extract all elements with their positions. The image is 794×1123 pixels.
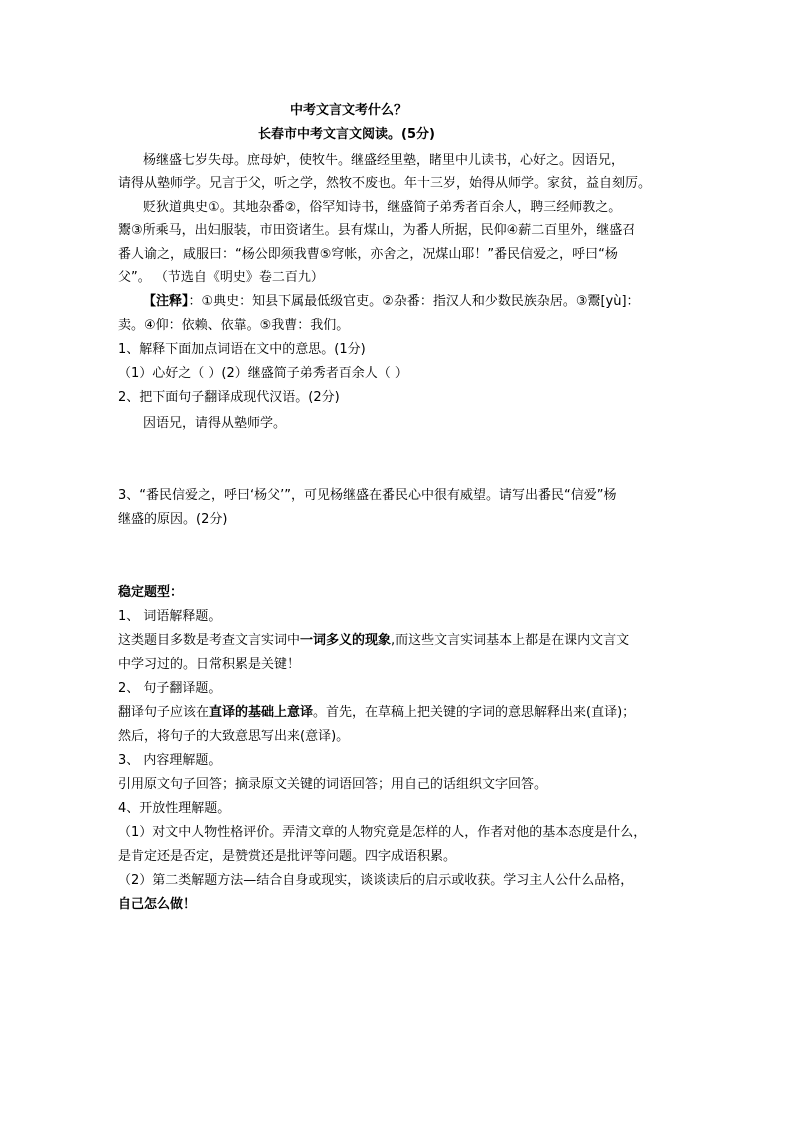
type-1-text: 中学习过的。日常积累是关键！ xyxy=(118,657,301,672)
question-2: 2、把下面句子翻译成现代汉语。(2分) xyxy=(118,390,340,405)
question-3: 3、“番民信爱之，呼曰‘杨父’”，可见杨继盛在番民心中很有威望。请写出番民“信爱”杨 xyxy=(118,488,617,503)
type-1-title: 1、 词语解释题。 xyxy=(118,609,222,624)
type-3-text: 引用原文句子回答；摘录原文关键的词语回答；用自己的话组织文字回答。 xyxy=(118,777,548,792)
page-subtitle: 长春市中考文言文阅读。(5分) xyxy=(258,127,435,142)
passage-line: 请得从塾师学。兄言于父，听之学，然牧不废也。年十三岁，始得从师学。家贫，益自刻厉。 xyxy=(118,176,652,191)
type-2-title: 2、 句子翻译题。 xyxy=(118,681,222,696)
passage-line: 番人谕之，咸服曰：“杨公即须我曹⑤穹帐，亦舍之，况煤山耶！”番民信爱之，呼曰“杨 xyxy=(118,247,618,262)
type-1-text xyxy=(118,631,629,651)
passage-line: 父”。 （节选自《明史》卷二百九） xyxy=(118,270,324,285)
text-run: 。首先，在草稿上把关键的字词的意思解释出来(直译)； xyxy=(313,705,636,720)
notes-line xyxy=(143,292,640,312)
text-run: 翻译句子应该在 xyxy=(118,705,210,720)
type-4-text: 是肯定还是否定，是赞赏还是批评等问题。四字成语积累。 xyxy=(118,849,457,864)
question-2-sentence: 因语兄，请得从塾师学。 xyxy=(143,416,287,431)
question-1: 1、解释下面加点词语在文中的意思。(1分) xyxy=(118,342,366,357)
type-4-text: 自己怎么做！ xyxy=(118,897,197,912)
question-1-items: （1）心好之（ ）(2）继盛简子弟秀者百余人（ ） xyxy=(118,366,408,381)
type-2-text: 然后，将句子的大致意思写出来(意译)。 xyxy=(118,729,350,744)
type-4-title: 4、开放性理解题。 xyxy=(118,801,231,816)
emphasis-text: 一词多义的现象 xyxy=(300,633,392,648)
page-title: 中考文言文考什么？ xyxy=(290,103,408,118)
type-2-text xyxy=(118,703,635,723)
notes-label: 【注释】 xyxy=(143,294,189,309)
types-heading: 稳定题型： xyxy=(118,585,184,600)
question-3: 继盛的原因。(2分) xyxy=(118,512,228,527)
type-4-text: （2）第二类解题方法—结合自身或现实，谈谈读后的启示或收获。学习主人公什么品格， xyxy=(118,873,634,888)
text-run: ,而这些文言实词基本上都是在课内文言文 xyxy=(391,633,630,648)
passage-line: 贬狄道典史①。其地杂番②，俗罕知诗书，继盛简子弟秀者百余人，聘三经师教之。 xyxy=(143,200,622,215)
notes-line: 卖。④仰：依赖、依靠。⑤我曹：我们。 xyxy=(118,318,350,333)
text-run: 这类题目多数是考查文言实词中 xyxy=(118,633,301,648)
emphasis-text: 直译的基础上意译 xyxy=(209,705,314,720)
type-3-title: 3、 内容理解题。 xyxy=(118,753,222,768)
notes-text: ：①典史：知县下属最低级官吏。②杂番：指汉人和少数民族杂居。③鬻[yù]： xyxy=(188,294,640,309)
passage-line: 杨继盛七岁失母。庶母妒，使牧牛。继盛经里塾，睹里中儿读书，心好之。因语兄， xyxy=(143,153,625,168)
passage-line: 鬻③所乘马，出妇服装，市田资诸生。县有煤山，为番人所据，民仰④薪二百里外，继盛召 xyxy=(118,223,636,238)
type-4-text: （1）对文中人物性格评价。弄清文章的人物究竟是怎样的人，作者对他的基本态度是什么， xyxy=(118,825,647,840)
